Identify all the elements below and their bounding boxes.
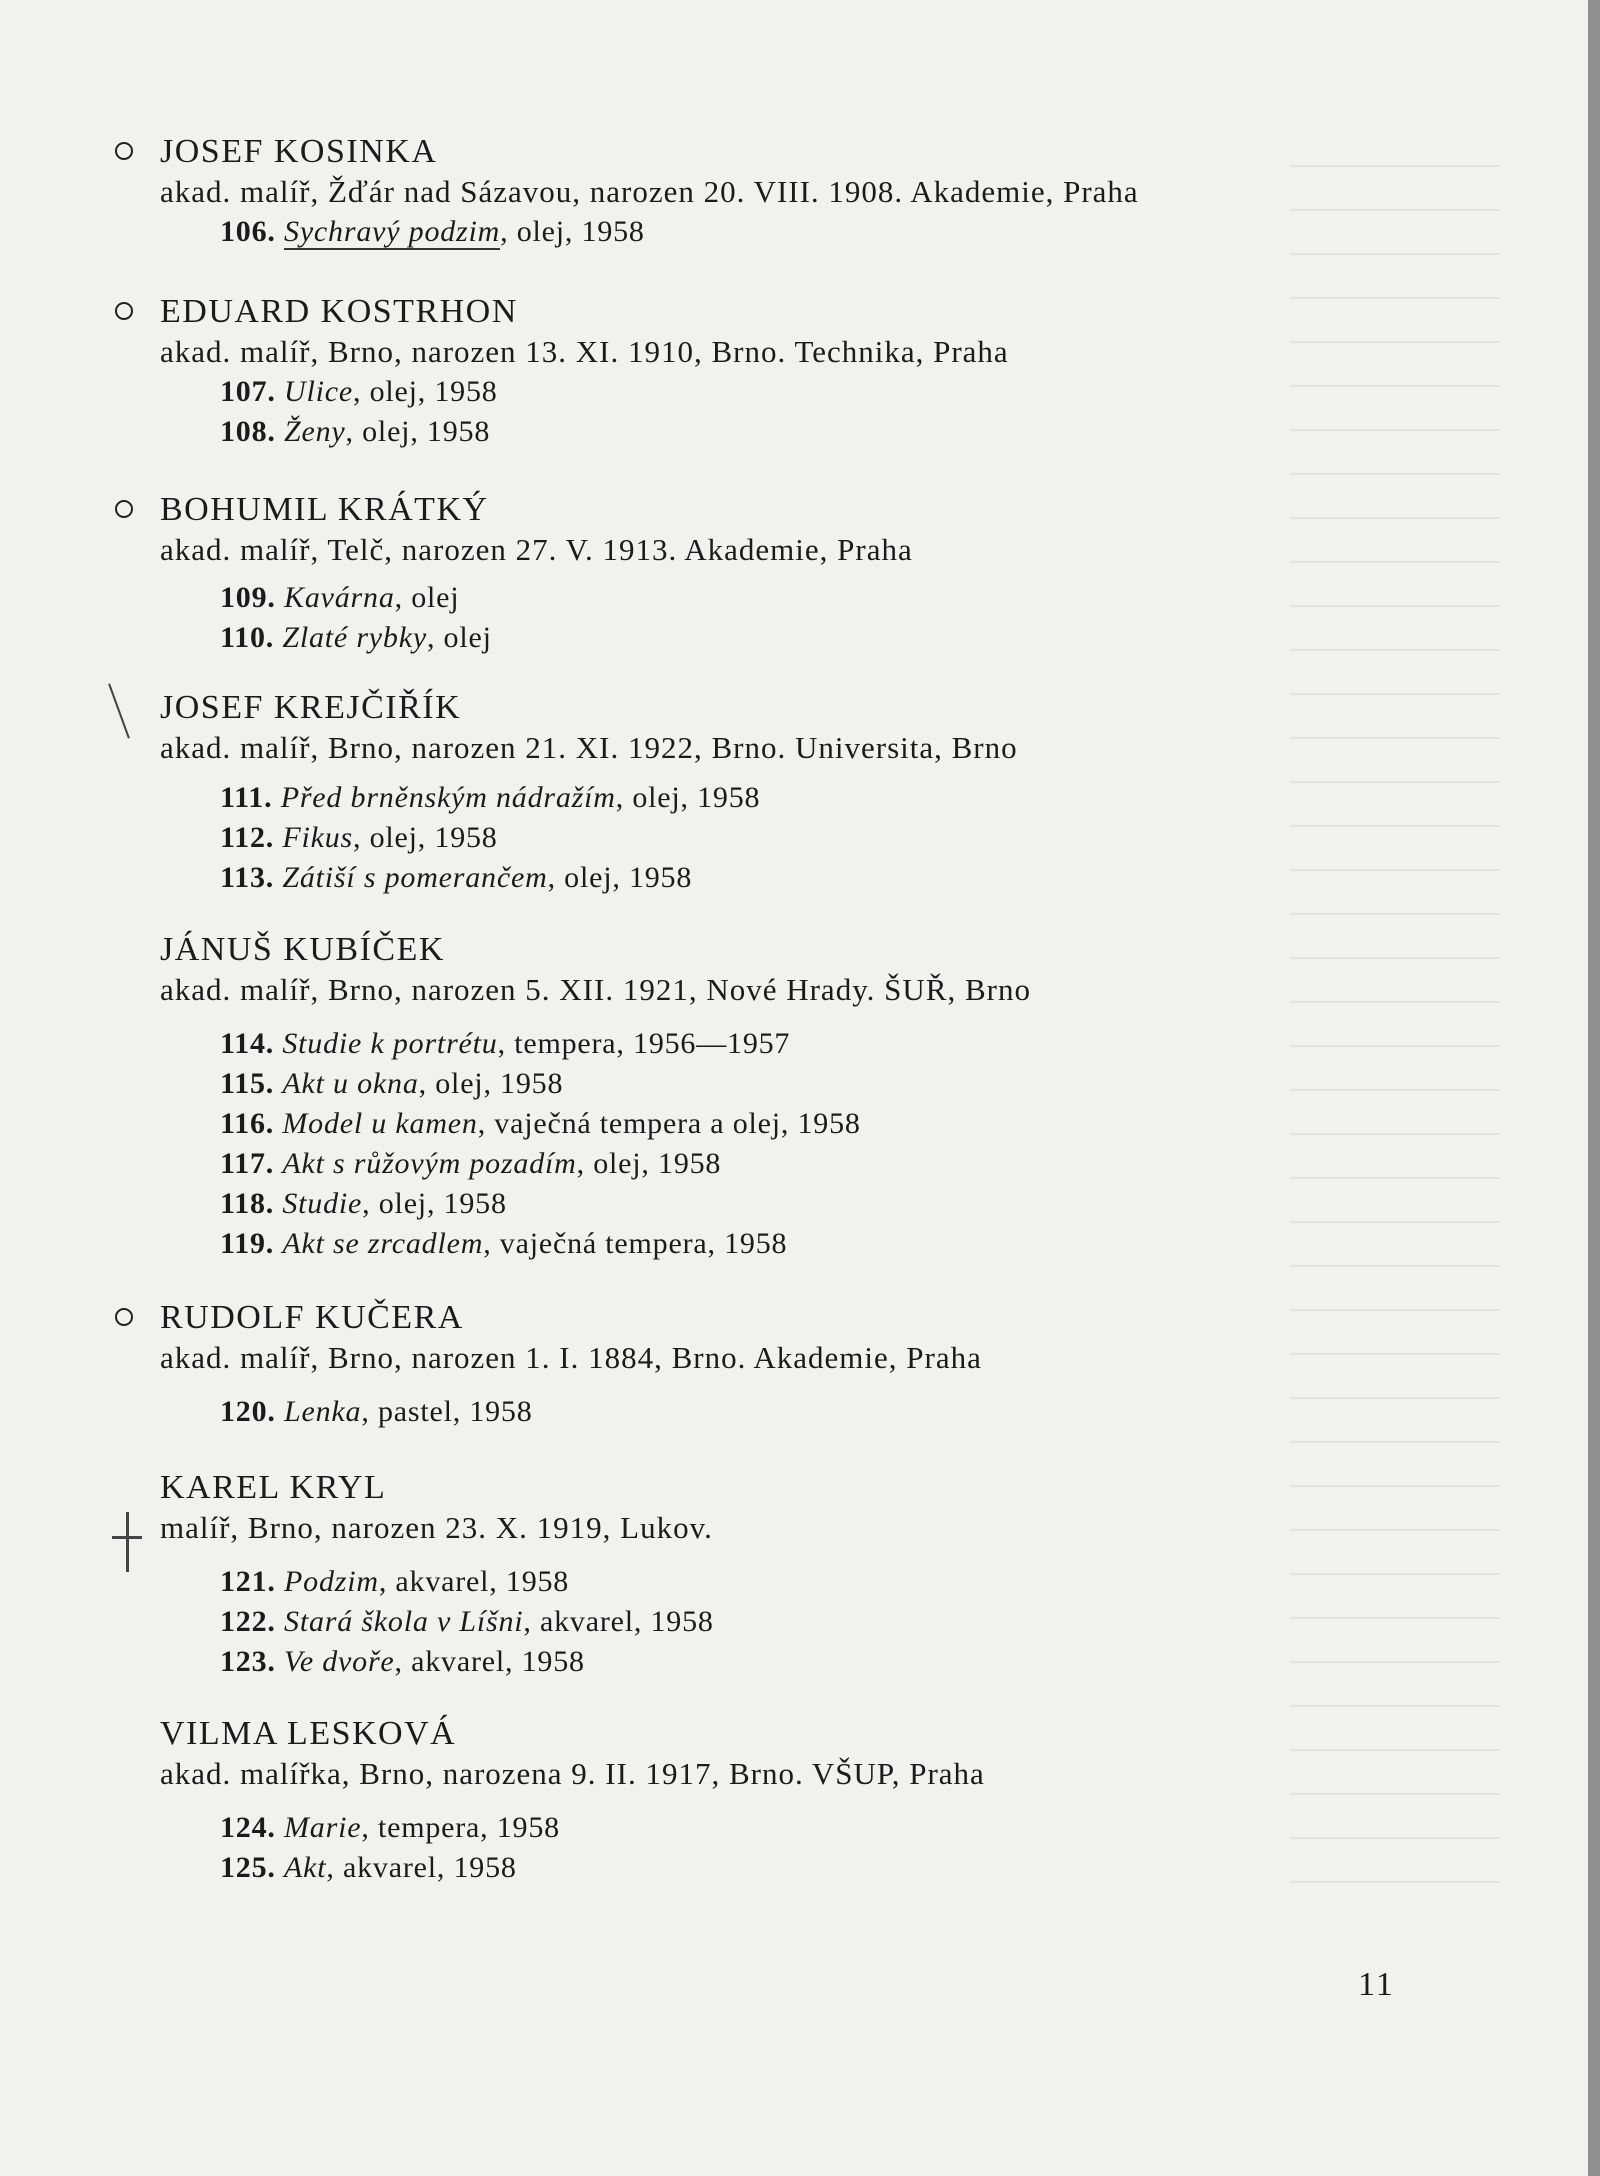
work-item: [220, 1224, 1540, 1264]
work-item: [220, 578, 1540, 618]
work-item: [220, 1392, 1540, 1432]
artist-name: JÁNUŠ KUBÍČEK: [160, 931, 445, 968]
work-title: Fikus: [282, 821, 354, 854]
work-item: [220, 372, 1540, 412]
work-details: , vaječná tempera a olej, 1958: [477, 1107, 861, 1140]
artist-name: VILMA LESKOVÁ: [160, 1715, 457, 1752]
work-title: Akt u okna: [282, 1067, 419, 1100]
work-title: Zlaté rybky: [282, 621, 427, 654]
work-number: 113.: [220, 861, 275, 894]
artist-bio: akad. malíř, Brno, narozen 5. XII. 1921, Nové Hrady. ŠUŘ, Brno: [160, 972, 1031, 1007]
works-list: [220, 1392, 1540, 1432]
artist-bio: akad. malíř, Brno, narozen 13. XI. 1910, Brno. Technika, Praha: [160, 334, 1009, 369]
work-title: Studie k portrétu: [282, 1027, 498, 1060]
work-item: [220, 818, 1540, 858]
work-item: [220, 1848, 1540, 1888]
work-details: , olej, 1958: [547, 861, 693, 894]
work-number: 117.: [220, 1147, 275, 1180]
circle-mark-icon: [115, 142, 133, 160]
work-item: [220, 618, 1540, 658]
work-item: [220, 1602, 1540, 1642]
work-title: Kavárna: [284, 581, 395, 614]
bio-line: [160, 1508, 1540, 1548]
work-item: [220, 1064, 1540, 1104]
work-number: 125.: [220, 1851, 276, 1884]
work-number: 106.: [220, 215, 276, 248]
work-details: , vaječná tempera, 1958: [483, 1227, 788, 1260]
work-details: , tempera, 1956—1957: [497, 1027, 791, 1060]
circle-mark-icon: [115, 1308, 133, 1326]
work-number: 119.: [220, 1227, 275, 1260]
work-title: Ve dvoře: [284, 1645, 395, 1678]
work-details: , olej, 1958: [576, 1147, 722, 1180]
works-list: [220, 1024, 1540, 1264]
work-item: [220, 1024, 1540, 1064]
artist-name: JOSEF KOSINKA: [160, 133, 438, 170]
pencil-cross-icon: [112, 1512, 142, 1572]
work-item: [220, 412, 1540, 452]
work-details: , olej, 1958: [615, 781, 761, 814]
work-title: Studie: [282, 1187, 363, 1220]
work-item: [220, 1104, 1540, 1144]
work-number: 107.: [220, 375, 276, 408]
work-title: Lenka: [284, 1395, 362, 1428]
artist-name: EDUARD KOSTRHON: [160, 293, 518, 330]
work-title: Marie: [284, 1811, 362, 1844]
work-number: 120.: [220, 1395, 276, 1428]
artist-bio: malíř, Brno, narozen 23. X. 1919, Lukov.: [160, 1510, 713, 1545]
work-details: , olej, 1958: [353, 821, 498, 854]
work-title: Akt s růžovým pozadím: [282, 1147, 577, 1180]
artist-entry: [160, 292, 1540, 452]
work-number: 115.: [220, 1067, 275, 1100]
work-item: [220, 1808, 1540, 1848]
works-list: [220, 1562, 1540, 1682]
artist-name: JOSEF KREJČIŘÍK: [160, 689, 462, 726]
work-number: 110.: [220, 621, 275, 654]
work-title: Stará škola v Líšni: [284, 1605, 524, 1638]
work-title: Ulice: [284, 375, 353, 408]
artist-entry: [160, 1714, 1540, 1888]
work-details: , akvarel, 1958: [394, 1645, 585, 1678]
artist-entry: [160, 930, 1540, 1264]
work-title: Před brněnským nádražím: [280, 781, 616, 814]
artist-bio: akad. malíř, Telč, narozen 27. V. 1913. Akademie, Praha: [160, 532, 913, 567]
work-title: Model u kamen: [282, 1107, 478, 1140]
work-number: 124.: [220, 1811, 276, 1844]
artist-name: BOHUMIL KRÁTKÝ: [160, 491, 489, 528]
works-list: [220, 1808, 1540, 1888]
artist-entry: [160, 1298, 1540, 1432]
artist-bio: akad. malíř, Brno, narozen 21. XI. 1922, Brno. Universita, Brno: [160, 730, 1018, 765]
work-details: , olej, 1958: [500, 215, 645, 248]
work-item: [220, 1144, 1540, 1184]
work-details: , akvarel, 1958: [378, 1565, 570, 1598]
work-details: , olej, 1958: [352, 375, 498, 408]
work-number: 109.: [220, 581, 276, 614]
work-title: Zátiší s pomerančem: [282, 861, 548, 894]
work-number: 116.: [220, 1107, 275, 1140]
works-list: [220, 212, 1540, 252]
work-details: , olej: [426, 621, 492, 654]
work-details: , tempera, 1958: [361, 1811, 560, 1844]
work-details: , olej: [394, 581, 460, 614]
work-details: , akvarel, 1958: [326, 1851, 517, 1884]
artist-bio: akad. malířka, Brno, narozena 9. II. 1917, Brno. VŠUP, Praha: [160, 1756, 985, 1791]
work-item: [220, 212, 1540, 252]
work-details: , akvarel, 1958: [523, 1605, 714, 1638]
artist-entry: [160, 132, 1540, 252]
work-number: 122.: [220, 1605, 276, 1638]
works-list: [220, 578, 1540, 658]
work-title: Sychravý podzim: [284, 215, 501, 248]
work-details: , pastel, 1958: [361, 1395, 533, 1428]
work-details: , olej, 1958: [418, 1067, 564, 1100]
artist-entry: [160, 688, 1540, 898]
artist-name: RUDOLF KUČERA: [160, 1299, 464, 1336]
work-details: , olej, 1958: [362, 1187, 507, 1220]
work-item: [220, 1562, 1540, 1602]
work-number: 123.: [220, 1645, 276, 1678]
works-list: [220, 372, 1540, 452]
circle-mark-icon: [115, 302, 133, 320]
work-number: 118.: [220, 1187, 275, 1220]
artist-entry: [160, 490, 1540, 658]
work-item: [220, 778, 1540, 818]
artist-name: KAREL KRYL: [160, 1469, 387, 1506]
work-number: 114.: [220, 1027, 275, 1060]
artist-entry: [160, 1468, 1540, 1682]
work-number: 108.: [220, 415, 276, 448]
works-list: [220, 778, 1540, 898]
artist-bio: akad. malíř, Žďár nad Sázavou, narozen 20. VIII. 1908. Akademie, Praha: [160, 174, 1139, 209]
work-title: Akt se zrcadlem: [282, 1227, 484, 1260]
pencil-tick-icon: [108, 683, 130, 738]
page-number: 11: [1358, 1966, 1395, 2003]
work-number: 111.: [220, 781, 273, 814]
work-item: [220, 1642, 1540, 1682]
work-number: 121.: [220, 1565, 276, 1598]
work-title: Akt: [284, 1851, 327, 1884]
circle-mark-icon: [115, 500, 133, 518]
work-item: [220, 858, 1540, 898]
work-item: [220, 1184, 1540, 1224]
work-title: Ženy: [284, 415, 346, 448]
artist-bio: akad. malíř, Brno, narozen 1. I. 1884, Brno. Akademie, Praha: [160, 1340, 982, 1375]
work-number: 112.: [220, 821, 275, 854]
work-title: Podzim: [284, 1565, 379, 1598]
work-details: , olej, 1958: [345, 415, 491, 448]
